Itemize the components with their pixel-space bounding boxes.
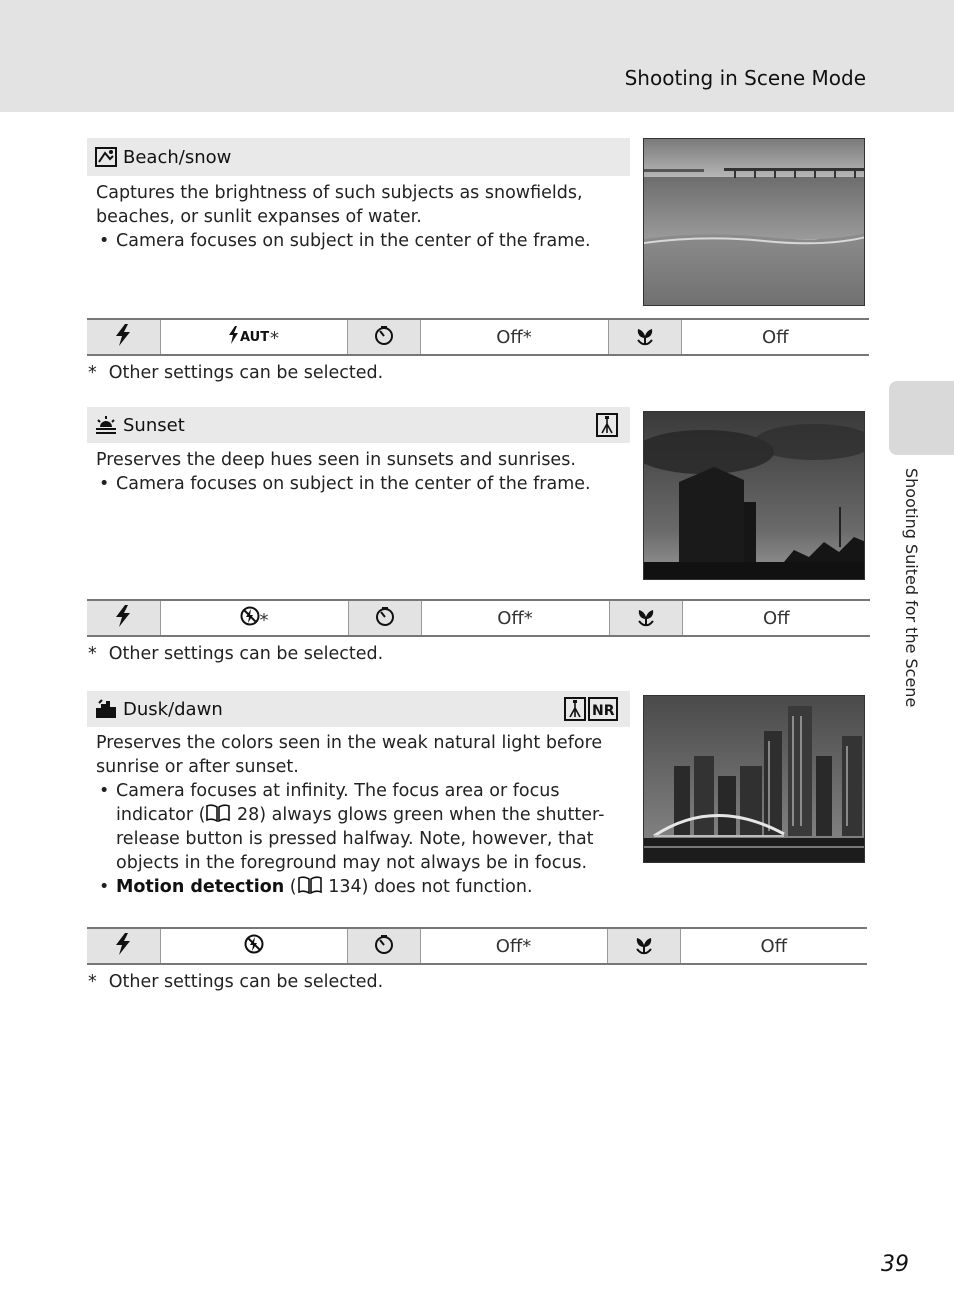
self-timer-icon <box>373 324 395 346</box>
flash-mode-value <box>160 319 347 355</box>
self-timer-icon <box>374 605 396 627</box>
macro-flower-icon <box>634 324 656 346</box>
sunset-intro: Preserves the deep hues seen in sunsets and sunrises. <box>96 450 576 470</box>
beach-snow-description <box>96 181 626 253</box>
self-timer-value: Off* <box>420 928 607 964</box>
side-section-label: Shooting Suited for the Scene <box>902 468 921 708</box>
dusk-dawn-settings-table <box>87 927 867 965</box>
section-tab <box>889 381 954 455</box>
macro-value: Off <box>681 319 869 355</box>
sunset-icon <box>95 415 117 435</box>
beach-snow-title-bar <box>87 138 630 176</box>
dusk-dawn-title-bar <box>87 691 630 727</box>
beach-snow-intro: Captures the brightness of such subjects as snowfields, beaches, or sunlit expanses of water. <box>96 183 583 227</box>
self-timer-icon <box>373 933 395 955</box>
dusk-dawn-mode-indicators <box>564 697 618 721</box>
svg-text:NR: NR <box>592 703 615 717</box>
header-band <box>0 0 954 112</box>
macro-icon-cell <box>607 928 680 964</box>
sunset-bullets <box>96 472 626 496</box>
beach-snow-footnote <box>88 363 383 383</box>
page-header-title: Shooting in Scene Mode <box>624 66 866 90</box>
dusk-dawn-footnote <box>88 972 383 992</box>
sunset-bullet: • Camera focuses on subject in the center of the frame. <box>116 472 626 496</box>
bullet-text: Camera focuses at infinity. The focus area or focus indicator ( <box>116 781 560 825</box>
flash-off-icon <box>240 606 260 626</box>
footnote-text: Other settings can be selected. <box>108 972 384 992</box>
sunset-title-bar <box>87 407 630 443</box>
flash-icon <box>114 324 132 346</box>
flash-auto-icon <box>228 326 270 344</box>
bullet-text: 28) always glows green when the shutter-release button is pressed halfway. Note, however, that objects in the foreground may not always be in focus. <box>116 805 605 873</box>
beach-snow-settings-table <box>87 318 869 356</box>
table-row <box>87 928 867 964</box>
beach-snow-title: Beach/snow <box>123 146 232 168</box>
flash-mode-value <box>160 928 347 964</box>
book-reference-icon <box>297 876 323 894</box>
self-timer-value: Off* <box>420 319 608 355</box>
footnote-mark: * <box>88 972 97 992</box>
flash-icon <box>114 933 132 955</box>
beach-snow-photo <box>643 138 865 306</box>
dusk-dawn-intro: Preserves the colors seen in the weak natural light before sunrise or after sunset. <box>96 733 603 777</box>
self-timer-value: Off* <box>421 600 609 636</box>
dusk-dawn-bullet-motion <box>116 875 626 899</box>
bullet-text: ( <box>284 877 297 897</box>
flash-mode-asterisk: * <box>259 609 269 631</box>
svg-text:AUTO: AUT <box>240 329 270 344</box>
footnote-mark: * <box>88 363 97 383</box>
beach-snow-bullet: • Camera focuses on subject in the center of the frame. <box>116 229 626 253</box>
sunset-footnote <box>88 644 383 664</box>
self-timer-icon-cell <box>348 600 421 636</box>
sunset-mode-indicators <box>596 413 618 437</box>
dusk-dawn-description <box>96 731 626 899</box>
flash-icon <box>114 605 132 627</box>
footnote-text: Other settings can be selected. <box>108 644 384 664</box>
macro-value: Off <box>680 928 867 964</box>
flash-mode-icon-cell <box>87 600 160 636</box>
flash-mode-icon-cell <box>87 319 160 355</box>
sunset-title: Sunset <box>123 414 185 436</box>
self-timer-icon-cell <box>347 928 420 964</box>
table-row <box>87 600 870 636</box>
dusk-dawn-bullets <box>96 779 626 899</box>
self-timer-icon-cell <box>347 319 420 355</box>
beach-snow-bullets <box>96 229 626 253</box>
dusk-dawn-icon <box>95 699 117 719</box>
tripod-icon <box>564 697 586 721</box>
page-number: 39 <box>881 1252 909 1277</box>
dusk-dawn-photo <box>643 695 865 863</box>
sunset-settings-table <box>87 599 870 637</box>
dusk-dawn-title: Dusk/dawn <box>123 698 223 720</box>
sunset-photo <box>643 411 865 580</box>
footnote-mark: * <box>88 644 97 664</box>
tripod-icon <box>596 413 618 437</box>
table-row <box>87 319 869 355</box>
noise-reduction-icon <box>588 697 618 721</box>
macro-icon-cell <box>608 319 681 355</box>
motion-detection-label: Motion detection <box>116 877 285 897</box>
book-reference-icon <box>205 804 231 822</box>
flash-mode-value <box>160 600 348 636</box>
macro-value: Off <box>682 600 870 636</box>
macro-icon-cell <box>609 600 682 636</box>
bullet-text: 134) does not function. <box>322 877 533 897</box>
flash-off-icon <box>244 934 264 954</box>
macro-flower-icon <box>633 933 655 955</box>
flash-mode-asterisk: * <box>270 327 279 349</box>
macro-flower-icon <box>635 605 657 627</box>
sunset-description <box>96 448 626 496</box>
beach-snow-icon <box>95 147 117 167</box>
dusk-dawn-bullet-focus <box>116 779 626 875</box>
flash-mode-icon-cell <box>87 928 160 964</box>
footnote-text: Other settings can be selected. <box>108 363 384 383</box>
